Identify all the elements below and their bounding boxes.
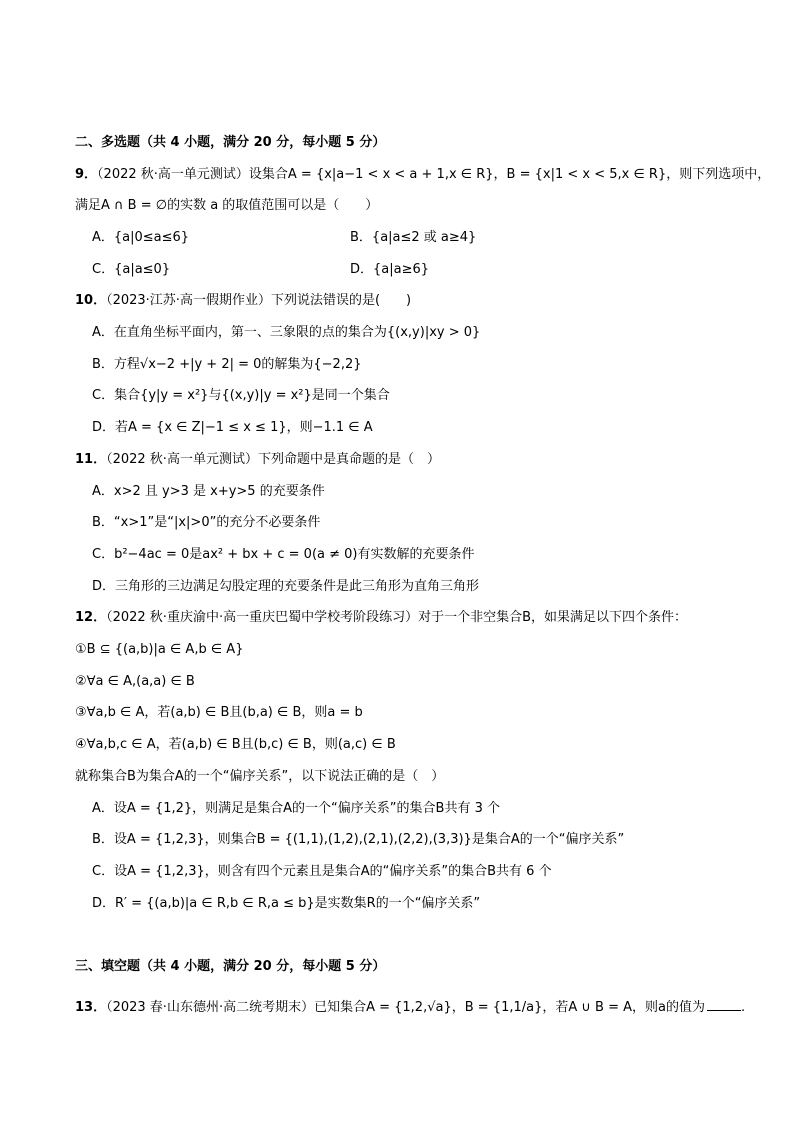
option-d: D．R′ = {(a,b)|a ∈ R,b ∈ R,a ≤ b}是实数集R的一个“偏序关系” [92,896,481,911]
option-a: A．设A = {1,2}，则满足是集合A的一个“偏序关系”的集合B共有 3 个 [92,801,500,816]
definition-line: 就称集合B为集合A的一个“偏序关系”，以下说法正确的是（ ） [75,769,445,784]
question-12-stem-line [75,608,687,628]
question-stem: （2022 秋·重庆渝中·高一重庆巴蜀中学校考阶段练习）对于一个非空集合B，如果满足以下四个条件： [106,610,687,625]
option-a: A．在直角坐标平面内，第一、三象限的点的集合为{(x,y)|xy > 0} [92,325,481,340]
question-9-line1 [75,165,770,185]
option-b: B．设A = {1,2,3}，则集合B = {(1,1),(1,2),(2,1),(2,2),(3,3)}是集合A的一个“偏序关系” [92,832,625,847]
option-a: A．{a|0≤a≤6} [92,230,190,245]
question-number: 12． [75,610,107,625]
question-stem: （2022 秋·高一单元测试）下列命题中是真命题的是（ ） [106,452,440,467]
option-b: B．“x>1”是“|x|>0”的充分不必要条件 [92,515,321,530]
condition-2: ②∀a ∈ A,(a,a) ∈ B [75,674,195,689]
option-b: B．方程√x−2 +|y + 2| = 0的解集为{−2,2} [92,357,362,372]
option-c: C．{a|a≤0} [92,262,171,277]
option-c: C．集合{y|y = x²}与{(x,y)|y = x²}是同一个集合 [92,388,390,403]
condition-1: ①B ⊆ {(a,b)|a ∈ A,b ∈ A} [75,642,244,657]
answer-blank[interactable] [707,996,741,1011]
question-end-punct: . [740,1000,746,1015]
option-b: B．{a|a≤2 或 a≥4} [350,230,477,245]
option-d: D．若A = {x ∈ Z|−1 ≤ x ≤ 1}，则−1.1 ∈ A [92,420,373,435]
option-c: C．设A = {1,2,3}，则含有四个元素且是集合A的“偏序关系”的集合B共有 6 个 [92,864,552,879]
option-d: D．{a|a≥6} [350,262,430,277]
question-stem: （2023·江苏·高一假期作业）下列说法错误的是( ) [106,293,412,308]
question-number: 11． [75,452,107,467]
question-number: 9． [75,167,98,182]
condition-3: ③∀a,b ∈ A，若(a,b) ∈ B且(b,a) ∈ B，则a = b [75,705,363,720]
question-stem: （2022 秋·高一单元测试）设集合A = {x|a−1 < x < a + 1,x ∈ R}，B = {x|1 < x < 5,x ∈ R}，则下列选项中， [97,167,771,182]
question-9-line2: 满足A ∩ B = ∅的实数 a 的取值范围可以是（ ） [75,198,379,213]
option-d: D．三角形的三边满足勾股定理的充要条件是此三角形为直角三角形 [92,579,480,594]
question-11-stem-line [75,450,440,470]
question-13-stem-line [75,996,745,1018]
option-a: A．x>2 且 y>3 是 x+y>5 的充要条件 [92,484,325,499]
question-number: 13． [75,1000,107,1015]
condition-4: ④∀a,b,c ∈ A，若(a,b) ∈ B且(b,c) ∈ B，则(a,c) ∈ B [75,737,396,752]
question-10-stem-line [75,291,411,311]
section-multi-choice-heading: 二、多选题（共 4 小题，满分 20 分，每小题 5 分） [75,135,386,150]
question-stem: （2023 春·山东德州·高二统考期末）已知集合A = {1,2,√a}，B = {1,1/a}，若A ∪ B = A，则a的值为 [106,1000,705,1015]
question-number: 10． [75,293,107,308]
section-fill-blank-heading: 三、填空题（共 4 小题，满分 20 分，每小题 5 分） [75,959,386,974]
option-c: C．b²−4ac = 0是ax² + bx + c = 0(a ≠ 0)有实数解的充要条件 [92,547,475,562]
